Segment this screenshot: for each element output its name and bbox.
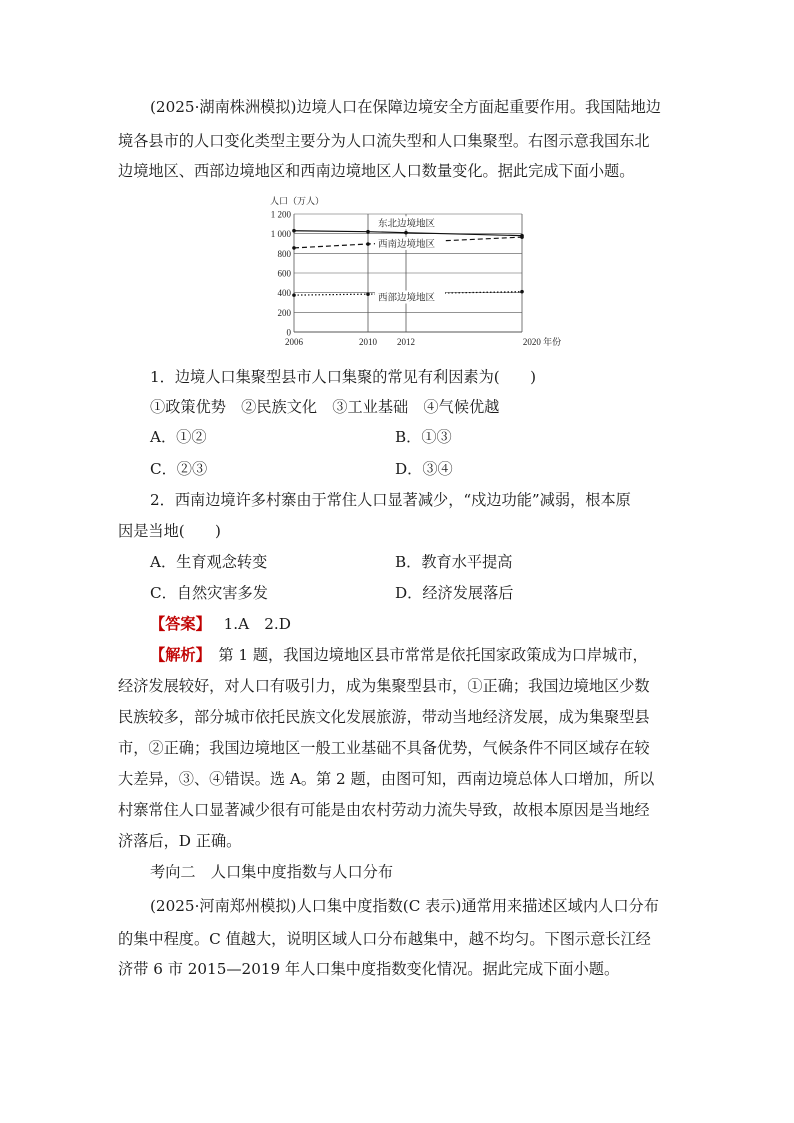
data-point — [292, 293, 296, 297]
data-point — [366, 242, 370, 246]
series-label: 西部边境地区 — [378, 293, 436, 304]
data-point — [292, 246, 296, 250]
x-tick-label: 2006 — [285, 337, 303, 347]
intro-line-1: (2025·湖南株洲模拟)边境人口在保障边境安全方面起重要作用。我国陆地边 — [150, 98, 661, 116]
analysis-line-3: 民族较多，部分城市依托民族文化发展旅游，带动当地经济发展，成为集聚型县 — [118, 708, 650, 726]
q1-option-a[interactable]: A．①② — [150, 428, 207, 446]
y-tick-label: 1 200 — [270, 209, 291, 220]
y-tick-label: 600 — [277, 268, 291, 279]
series-line — [294, 231, 522, 236]
q2-option-c[interactable]: C．自然灾害多发 — [150, 584, 268, 602]
answer-line — [150, 610, 291, 639]
x-tick-label: 2020 年份 — [522, 337, 562, 347]
y-tick-label: 200 — [277, 307, 291, 318]
q2-option-b[interactable]: B．教育水平提高 — [395, 553, 513, 571]
analysis-line-5: 大差异，③、④错误。选 A。第 2 题，由图可知，西南边境总体人口增加，所以 — [118, 770, 655, 788]
intro2-line-2: 的集中程度。C 值越大，说明区域人口分布越集中，越不均匀。下图示意长江经 — [118, 930, 651, 948]
analysis-line-1 — [150, 641, 648, 670]
data-point — [520, 235, 524, 239]
q1-option-b[interactable]: B．①③ — [395, 428, 452, 446]
q1-option-d[interactable]: D．③④ — [395, 460, 453, 478]
series-label: 东北边境地区 — [378, 219, 436, 230]
intro-line-2: 境各县市的人口变化类型主要分为人口流失型和人口集聚型。右图示意我国东北 — [118, 132, 650, 150]
y-tick-label: 800 — [277, 248, 291, 259]
answer-tag: 【答案】 — [150, 615, 211, 633]
y-axis-title: 人口（万人） — [270, 196, 325, 206]
analysis-line-6: 村寨常住人口显著减少很有可能是由农村劳动力流失导致，故根本原因是当地经 — [118, 801, 650, 819]
analysis-line-7: 济落后，D 正确。 — [118, 832, 242, 850]
series-label: 西南边境地区 — [378, 239, 436, 250]
q2-option-d[interactable]: D．经济发展落后 — [395, 584, 514, 602]
analysis-tag: 【解析】 — [150, 646, 204, 664]
x-tick-label: 2012 — [397, 337, 415, 347]
q2-stem-line-2: 因是当地( ) — [118, 522, 221, 540]
data-point — [292, 229, 296, 233]
answer-value: 1.A 2.D — [223, 615, 291, 633]
analysis-line-4: 市，②正确；我国边境地区一般工业基础不具备优势，气候条件不同区域存在较 — [118, 739, 650, 757]
data-point — [366, 292, 370, 296]
y-tick-label: 400 — [277, 288, 291, 299]
q1-option-c[interactable]: C．②③ — [150, 460, 208, 478]
q1-items: ①政策优势 ②民族文化 ③工业基础 ④气候优越 — [150, 398, 500, 416]
section-title: 考向二 人口集中度指数与人口分布 — [150, 863, 393, 881]
population-line-chart — [250, 192, 590, 352]
data-point — [366, 230, 370, 234]
x-tick-label: 2010 — [359, 337, 377, 347]
data-point — [520, 290, 524, 294]
intro2-line-3: 济带 6 市 2015—2019 年人口集中度指数变化情况。据此完成下面小题。 — [118, 960, 620, 978]
analysis-line-2: 经济发展较好，对人口有吸引力，成为集聚型县市，①正确；我国边境地区少数 — [118, 677, 650, 695]
q1-stem: 1．边境人口集聚型县市人口集聚的常见有利因素为( ) — [150, 368, 537, 386]
y-tick-label: 1 000 — [270, 229, 291, 240]
data-point — [404, 231, 408, 235]
intro-line-3: 边境地区、西部边境地区和西南边境地区人口数量变化。据此完成下面小题。 — [118, 162, 635, 180]
y-tick-label: 0 — [286, 327, 291, 338]
q2-stem-line-1: 2．西南边境许多村寨由于常住人口显著减少，“戍边功能”减弱，根本原 — [150, 491, 631, 509]
q2-option-a[interactable]: A．生育观念转变 — [150, 553, 268, 571]
intro2-line-1: (2025·河南郑州模拟)人口集中度指数(C 表示)通常用来描述区域内人口分布 — [150, 897, 659, 915]
analysis-text-1: 第 1 题，我国边境地区县市常常是依托国家政策成为口岸城市， — [203, 646, 648, 664]
